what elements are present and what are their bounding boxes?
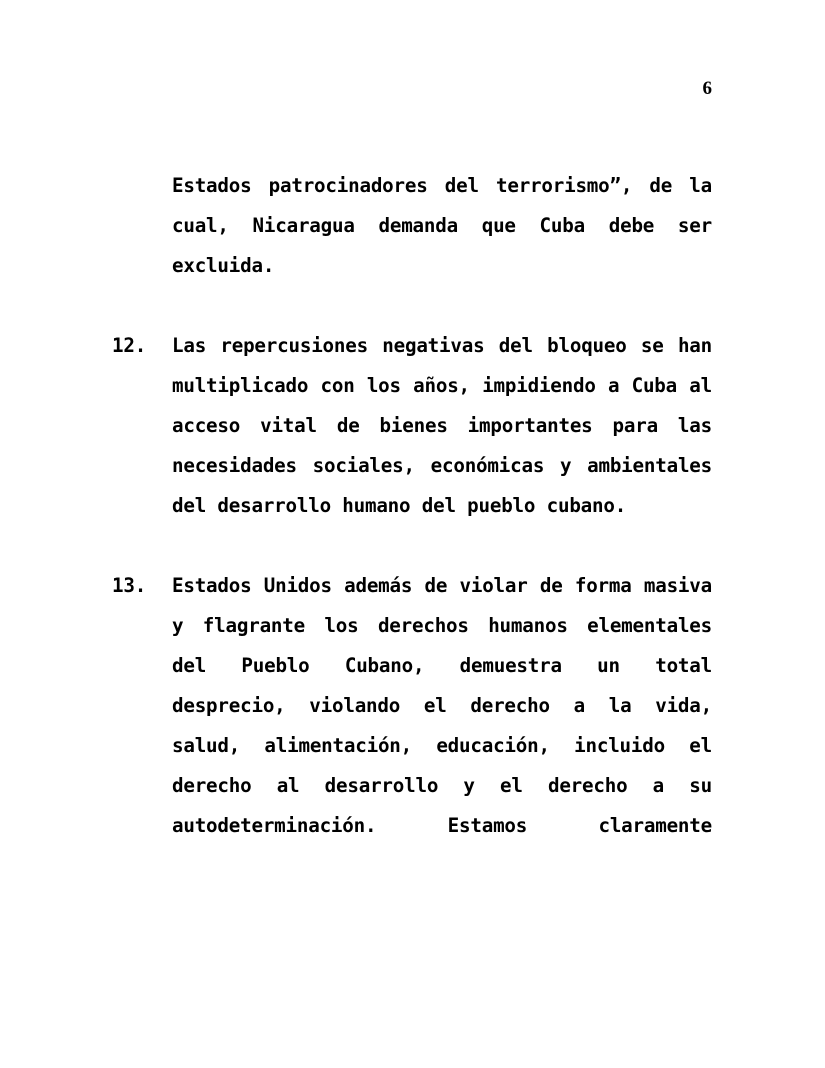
paragraph-text: Las repercusiones negativas del bloqueo se han multiplicado con los años, impidiendo a Cuba al acceso vital de bienes importantes para las necesidades sociales, económicas y ambientales del desarrollo humano del pueblo cubano. bbox=[172, 334, 712, 517]
paragraph-marker: 12. bbox=[112, 334, 147, 357]
paragraph-continuation-paragraph bbox=[112, 166, 712, 286]
document-body bbox=[112, 166, 712, 886]
page-number: 6 bbox=[702, 78, 712, 99]
paragraph-item-12 bbox=[112, 326, 712, 526]
paragraph-marker: 13. bbox=[112, 574, 147, 597]
paragraph-text: Estados patrocinadores del terrorismo”, de la cual, Nicaragua demanda que Cuba debe ser excluida. bbox=[172, 174, 712, 277]
paragraph-item-13 bbox=[112, 566, 712, 886]
paragraph-text: Estados Unidos además de violar de forma masiva y flagrante los derechos humanos elementales del Pueblo Cubano, demuestra un total desprecio, violando el derecho a la vida, salud, alimentación, educación, incluido el derecho al desarrollo y el derecho a su autodeterminación. Estamos claramente bbox=[172, 574, 712, 837]
